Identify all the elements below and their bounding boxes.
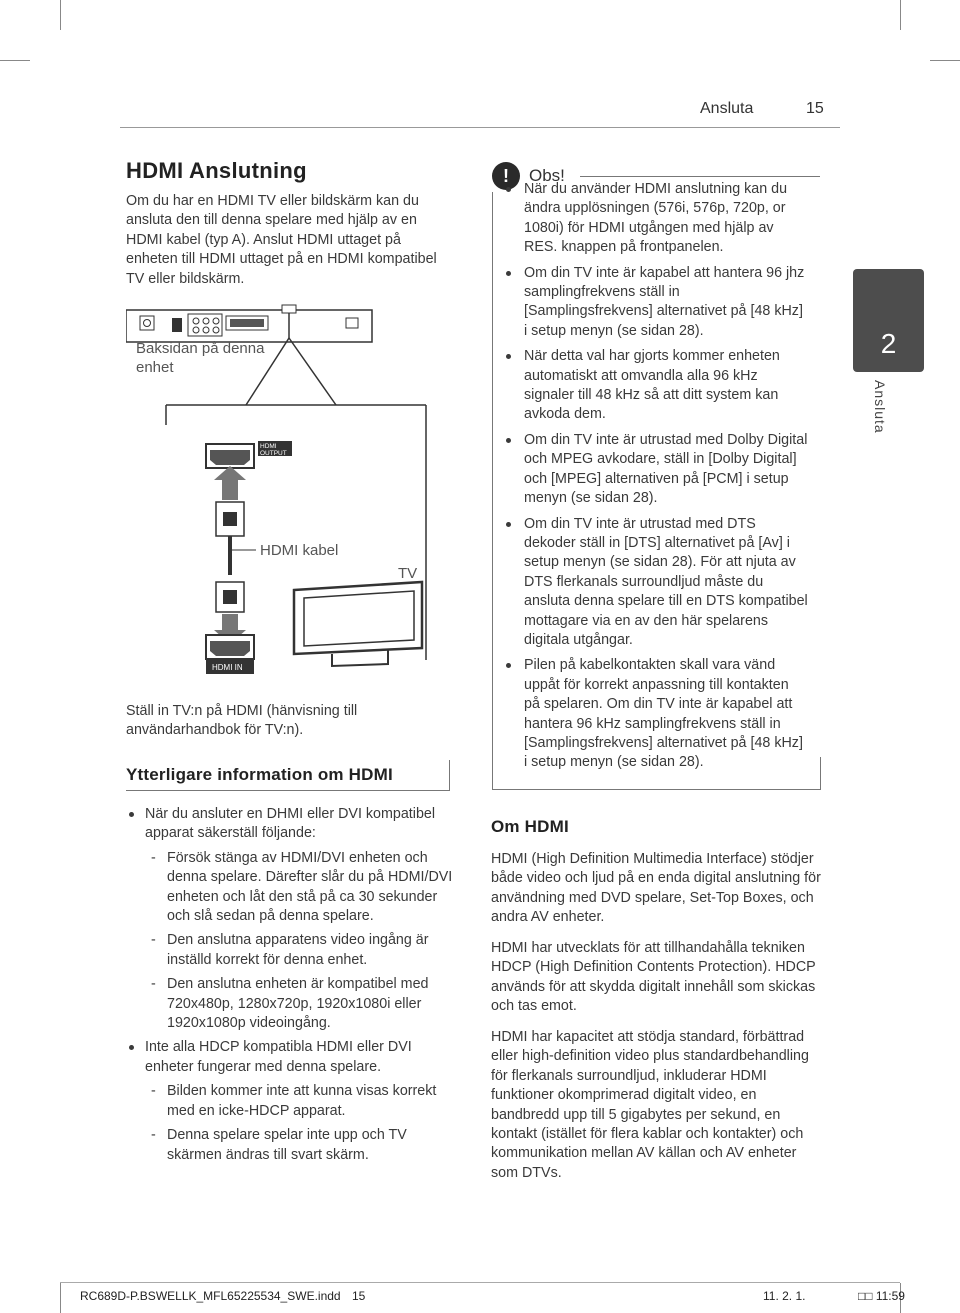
hdmi-output-label <box>258 441 292 457</box>
list-item: Inte alla HDCP kompatibla HDMI eller DVI enheter fungerar med denna spelare. <box>126 1038 456 1077</box>
tv-instruction: Ställ in TV:n på HDMI (hänvisning till användarhandbok för TV:n). <box>126 703 358 739</box>
crop-mark <box>930 60 960 61</box>
sub-list-item: - Den anslutna enheten är kompatibel med 720x480p, 1280x720p, 1920x1080i eller 1920x1080p videoingång. <box>126 975 456 1033</box>
crop-mark <box>900 0 901 30</box>
about-paragraph-1: HDMI (High Definition Multimedia Interface) stödjer både video och ljud på en enda digital anslutning för användning med DVD spelare, Set-Top Boxes, och andra AV enheter. <box>491 851 821 926</box>
note-item: Om din TV inte är kapabel att hantera 96 jhz samplingfrekvens ställ in [Samplingsfrekvens] alternativet på [48 kHz] i setup menyn (se sidan 28). <box>503 264 808 342</box>
more-info-list <box>126 805 456 1170</box>
back-panel-label-line1: Baksidan på denna <box>136 340 265 357</box>
hdmi-output-text-line1: HDMI <box>260 443 277 450</box>
section-rule <box>449 760 450 791</box>
arrow-up-icon <box>214 466 246 500</box>
footer-filename: RC689D-P.BSWELLK_MFL65225534_SWE.indd <box>80 1289 341 1303</box>
footer-time: □□ 11:59 <box>858 1289 905 1303</box>
note-title: Obs! <box>529 166 565 185</box>
footer-page: 15 <box>352 1289 366 1303</box>
hdmi-plug-bottom <box>216 582 244 612</box>
header-rule <box>120 127 840 128</box>
sub-list-item: - Bilden kommer inte att kunna visas korrekt med en icke-HDCP apparat. <box>126 1082 456 1121</box>
cable-label: HDMI kabel <box>260 542 339 559</box>
chapter-tab-label: Ansluta <box>872 380 888 434</box>
player-rear-panel <box>126 305 372 342</box>
note-item: Om din TV inte är utrustad med Dolby Digital och MPEG avkodare, ställ in [Dolby Digital] och [MPEG] alternativen på [PCM] i setup menyn (se sidan 28). <box>503 431 808 509</box>
hdmi-output-text-line2: OUTPUT <box>260 450 287 457</box>
note-box <box>492 162 821 790</box>
sub-list-item: - Försök stänga av HDMI/DVI enheten och denna spelare. Därefter slår du på HDMI/DVI enheten och låt den stå på ca 30 sekunder och slå sedan på denna spelare. <box>126 849 456 927</box>
note-item: Pilen på kabelkontakten skall vara vänd uppåt för korrekt anpassning till kontakten på spelaren. Om din TV inte är kapabel att hantera 96 kHz samplingfrekvens ställ in [Samplingsfrekvens] alternativet på [48 kHz] i setup menyn (se sidan 28). <box>503 656 808 772</box>
note-item: När detta val har gjorts kommer enheten automatiskt att omvandla alla 96 kHz signaler till 48 kHz så att ditt system kan avkoda dem. <box>503 347 808 425</box>
about-paragraph-2: HDMI har utvecklats för att tillhandahålla tekniken HDCP (High Definition Contents Protection). HDCP används för att skydda digitalt innehåll som skickas och tas emot. <box>491 940 816 1015</box>
section-title-about-hdmi: Om HDMI <box>491 817 569 836</box>
crop-mark <box>0 60 30 61</box>
note-border <box>492 192 493 789</box>
section-rule <box>126 790 449 791</box>
connection-diagram <box>126 300 446 680</box>
footer-rule <box>60 1282 900 1283</box>
crop-mark <box>60 1283 61 1313</box>
chapter-tab: 2 <box>853 269 924 372</box>
note-list <box>503 180 808 779</box>
note-item: När du använder HDMI anslutning kan du ändra upplösningen (576i, 576p, 720p, or 1080i) för HDMI utgången med hjälp av RES. knappen på frontpanelen. <box>503 180 808 258</box>
note-item: Om din TV inte är utrustad med DTS dekoder ställ in [DTS] alternativet på [Av] i setup menyn (se sidan 28). För att njuta av DTS flerkanals surroundljud måste du ansluta denna spelare till en DTS kompatibel mottagare via en av den här spelarens digitala utgångar. <box>503 515 808 651</box>
page-number: 15 <box>806 100 824 117</box>
crop-mark <box>60 0 61 30</box>
sub-list-item: - Den anslutna apparatens video ingång är inställd korrekt för denna enhet. <box>126 931 456 970</box>
footer-date: 11. 2. 1. <box>763 1289 806 1303</box>
back-panel-label-line2: enhet <box>136 359 174 376</box>
tv-icon <box>294 582 422 666</box>
tv-label: TV <box>398 565 418 582</box>
note-border <box>580 176 820 177</box>
hdmi-in-text: HDMI IN <box>212 663 243 672</box>
sub-list-item: - Denna spelare spelar inte upp och TV skärmen ändras till svart skärm. <box>126 1126 456 1165</box>
running-header-section: Ansluta <box>700 100 754 117</box>
exclamation-icon: ! <box>492 162 520 190</box>
section-title-more-info: Ytterligare information om HDMI <box>126 765 393 784</box>
about-paragraph-3: HDMI har kapacitet att stödja standard, förbättrad eller high-definition video plus standardbehandling för flerkanals surroundljud, inkluderar HDMI funktioner okomprimerad digitalt video, en bandbredd upp till 5 gigabytes per sekund, en kontakt (istället för flera kablar och kontakter) och kommunikation mellan AV källan och AV enheter som DTVs. <box>491 1029 809 1181</box>
section-title-hdmi-connection: HDMI Anslutning <box>126 158 307 183</box>
hdmi-in-port <box>206 635 254 674</box>
list-item: När du ansluter en DHMI eller DVI kompatibel apparat säkerställ följande: <box>126 805 456 844</box>
hdmi-plug-top <box>216 502 244 575</box>
hdmi-output-port <box>206 444 254 468</box>
note-border <box>492 789 821 790</box>
note-border <box>820 757 821 790</box>
intro-paragraph: Om du har en HDMI TV eller bildskärm kan du ansluta den till denna spelare med hjälp av en HDMI kabel (typ A). Anslut HDMI uttaget på enheten till HDMI uttaget på en HDMI kompatibel TV eller bildskärm. <box>126 193 437 287</box>
